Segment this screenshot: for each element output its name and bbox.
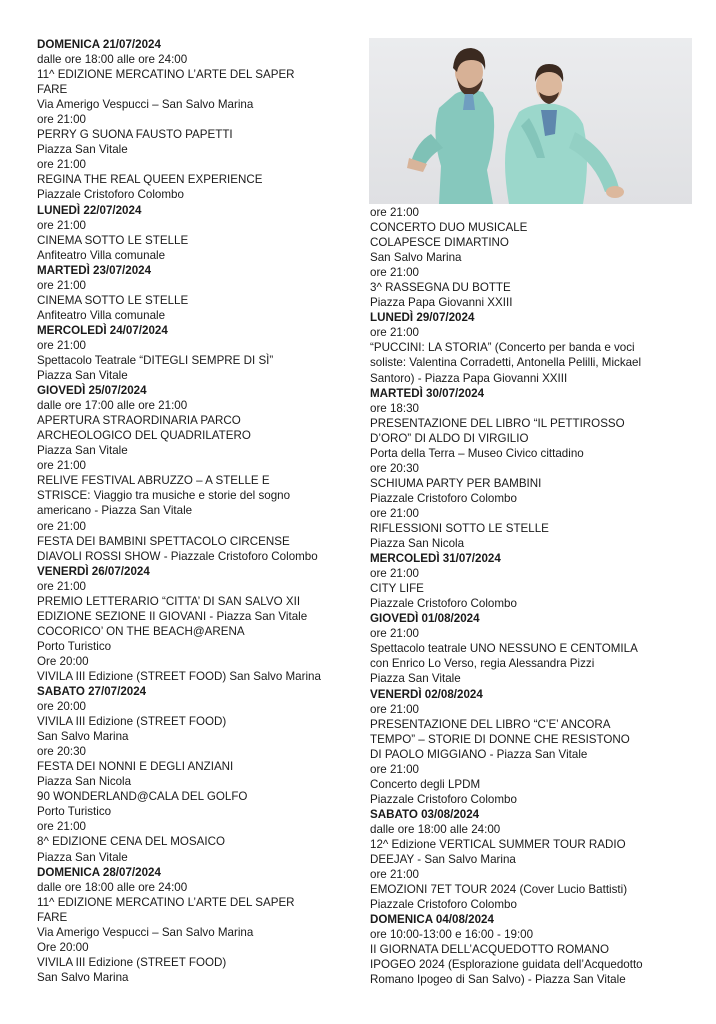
schedule-line: COCORICO’ ON THE BEACH@ARENA: [37, 624, 245, 638]
schedule-line: soliste: Valentina Corradetti, Antonella Pelilli, Mickael: [370, 356, 642, 370]
schedule-line: Piazzale Cristoforo Colombo: [370, 792, 517, 806]
schedule-line: DEEJAY - San Salvo Marina: [370, 853, 516, 867]
schedule-line: REGINA THE REAL QUEEN EXPERIENCE: [37, 173, 263, 187]
schedule-line: Piazzale Cristoforo Colombo: [37, 188, 184, 202]
schedule-line: ARCHEOLOGICO DEL QUADRILATERO: [37, 429, 251, 443]
schedule-line: CINEMA SOTTO LE STELLE: [37, 233, 189, 247]
schedule-line: PERRY G SUONA FAUSTO PAPETTI: [37, 128, 233, 142]
schedule-line: ore 21:00: [37, 113, 86, 127]
schedule-line: Piazza San Nicola: [37, 775, 132, 789]
schedule-line: San Salvo Marina: [370, 251, 462, 265]
schedule-line: ore 21:00: [370, 762, 419, 776]
date-heading: LUNEDÌ 22/07/2024: [37, 203, 142, 217]
schedule-line: Porto Turistico: [37, 639, 112, 653]
schedule-line: ore 20:00: [37, 700, 86, 714]
date-heading: GIOVEDÌ 25/07/2024: [37, 384, 147, 398]
schedule-line: ore 21:00: [370, 326, 419, 340]
schedule-line: DIAVOLI ROSSI SHOW - Piazzale Cristoforo Colombo: [37, 549, 318, 563]
schedule-line: ore 21:00: [37, 459, 86, 473]
schedule-line: FESTA DEI NONNI E DEGLI ANZIANI: [37, 760, 234, 774]
schedule-line: Piazza San Vitale: [37, 369, 128, 383]
schedule-line: VIVILA III Edizione (STREET FOOD) San Salvo Marina: [37, 669, 321, 683]
schedule-line: STRISCE: Viaggio tra musiche e storie del sogno: [37, 489, 291, 503]
schedule-line: Ore 20:00: [37, 654, 89, 668]
schedule-line: ore 21:00: [37, 158, 86, 172]
schedule-line: ore 20:30: [370, 461, 419, 475]
schedule-line: Piazza Papa Giovanni XXIII: [370, 296, 513, 310]
schedule-line: PREMIO LETTERARIO “CITTA’ DI SAN SALVO XII: [37, 594, 301, 608]
schedule-line: D’ORO” DI ALDO DI VIRGILIO: [370, 431, 529, 445]
date-heading: MARTEDÌ 23/07/2024: [37, 263, 152, 277]
schedule-line: ore 21:00: [370, 206, 419, 219]
schedule-line: Ore 20:00: [37, 940, 89, 954]
schedule-line: ore 21:00: [370, 567, 419, 581]
schedule-line: Via Amerigo Vespucci – San Salvo Marina: [37, 98, 254, 112]
schedule-line: IPOGEO 2024 (Esplorazione guidata dell’Acquedotto: [370, 958, 643, 972]
schedule-line: CITY LIFE: [370, 582, 424, 596]
schedule-line: ore 21:00: [37, 278, 86, 292]
date-heading: VENERDÌ 02/08/2024: [370, 687, 483, 701]
schedule-line: Concerto degli LPDM: [370, 777, 481, 791]
schedule-line: ore 21:00: [370, 506, 419, 520]
schedule-line: Piazza San Vitale: [37, 143, 128, 157]
schedule-line: APERTURA STRAORDINARIA PARCO: [37, 414, 241, 428]
schedule-line: Porta della Terra – Museo Civico cittadino: [370, 446, 584, 460]
schedule-line: Piazza San Vitale: [37, 444, 128, 458]
date-heading: SABATO 03/08/2024: [370, 807, 480, 821]
schedule-line: SCHIUMA PARTY PER BAMBINI: [370, 476, 542, 490]
schedule-line: con Enrico Lo Verso, regia Alessandra Pizzi: [370, 657, 595, 671]
schedule-line: Piazzale Cristoforo Colombo: [370, 898, 517, 912]
schedule-line: Piazza San Vitale: [37, 850, 128, 864]
schedule-line: 8^ EDIZIONE CENA DEL MOSAICO: [37, 835, 225, 849]
schedule-line: 11^ EDIZIONE MERCATINO L’ARTE DEL SAPER: [37, 895, 295, 909]
schedule-line: Piazza San Vitale: [370, 672, 461, 686]
schedule-line: ore 10:00-13:00 e 16:00 - 19:00: [370, 928, 534, 942]
schedule-line: ore 20:30: [37, 745, 86, 759]
left-figure: [407, 48, 494, 204]
schedule-line: FARE: [37, 83, 68, 97]
schedule-line: 12^ Edizione VERTICAL SUMMER TOUR RADIO: [370, 837, 626, 851]
schedule-line: 11^ EDIZIONE MERCATINO L’ARTE DEL SAPER: [37, 68, 295, 82]
schedule-line: dalle ore 18:00 alle 24:00: [370, 822, 501, 836]
schedule-line: RELIVE FESTIVAL ABRUZZO – A STELLE E: [37, 474, 270, 488]
schedule-line: EDIZIONE SEZIONE II GIOVANI - Piazza San Vitale: [37, 609, 308, 623]
artists-photo: [369, 38, 692, 204]
schedule-line: ore 18:30: [370, 401, 419, 415]
date-heading: VENERDÌ 26/07/2024: [37, 564, 150, 578]
schedule-line: Santoro) - Piazza Papa Giovanni XXIII: [370, 371, 568, 385]
schedule-line: ore 21:00: [370, 627, 419, 641]
schedule-line: VIVILA III Edizione (STREET FOOD): [37, 955, 227, 969]
schedule-line: “PUCCINI: LA STORIA” (Concerto per banda e voci: [370, 341, 635, 355]
date-heading: LUNEDÌ 29/07/2024: [370, 311, 475, 325]
schedule-line: PRESENTAZIONE DEL LIBRO “C’E’ ANCORA: [370, 717, 611, 731]
date-heading: GIOVEDÌ 01/08/2024: [370, 612, 480, 626]
schedule-line: dalle ore 18:00 alle ore 24:00: [37, 880, 188, 894]
schedule-line: Romano Ipogeo di San Salvo) - Piazza San Vitale: [370, 973, 626, 987]
right-figure: [505, 64, 624, 204]
schedule-line: San Salvo Marina: [37, 970, 129, 984]
schedule-line: II GIORNATA DELL’ACQUEDOTTO ROMANO: [370, 943, 609, 957]
schedule-line: ore 21:00: [370, 702, 419, 716]
schedule-right-column: [370, 205, 695, 987]
schedule-line: COLAPESCE DIMARTINO: [370, 236, 509, 250]
schedule-line: americano - Piazza San Vitale: [37, 504, 193, 518]
schedule-left-column: [37, 37, 362, 985]
schedule-line: ore 21:00: [370, 266, 419, 280]
date-heading: MARTEDÌ 30/07/2024: [370, 386, 485, 400]
schedule-line: Anfiteatro Villa comunale: [37, 248, 166, 262]
schedule-line: ore 21:00: [37, 820, 86, 834]
schedule-line: ore 21:00: [37, 579, 86, 593]
schedule-line: FESTA DEI BAMBINI SPETTACOLO CIRCENSE: [37, 534, 290, 548]
schedule-line: VIVILA III Edizione (STREET FOOD): [37, 715, 227, 729]
schedule-line: ore 21:00: [37, 519, 86, 533]
schedule-line: dalle ore 17:00 alle ore 21:00: [37, 399, 188, 413]
schedule-line: Piazza San Nicola: [370, 537, 465, 551]
schedule-line: ore 21:00: [370, 868, 419, 882]
schedule-line: DI PAOLO MIGGIANO - Piazza San Vitale: [370, 747, 588, 761]
schedule-line: PRESENTAZIONE DEL LIBRO “IL PETTIROSSO: [370, 416, 625, 430]
schedule-line: ore 21:00: [37, 338, 86, 352]
schedule-line: CONCERTO DUO MUSICALE: [370, 221, 528, 235]
date-heading: DOMENICA 28/07/2024: [37, 865, 161, 879]
schedule-line: San Salvo Marina: [37, 730, 129, 744]
date-heading: DOMENICA 21/07/2024: [37, 38, 161, 51]
schedule-line: Spettacolo Teatrale “DITEGLI SEMPRE DI SÌ”: [37, 353, 274, 367]
schedule-line: Piazzale Cristoforo Colombo: [370, 491, 517, 505]
date-heading: MERCOLEDÌ 24/07/2024: [37, 323, 168, 337]
schedule-line: EMOZIONI 7ET TOUR 2024 (Cover Lucio Battisti): [370, 883, 628, 897]
schedule-line: 3^ RASSEGNA DU BOTTE: [370, 281, 511, 295]
schedule-line: ore 21:00: [37, 218, 86, 232]
schedule-line: Via Amerigo Vespucci – San Salvo Marina: [37, 925, 254, 939]
schedule-line: Piazzale Cristoforo Colombo: [370, 597, 517, 611]
schedule-line: RIFLESSIONI SOTTO LE STELLE: [370, 521, 549, 535]
date-heading: MERCOLEDÌ 31/07/2024: [370, 552, 501, 566]
duo-illustration: [369, 38, 692, 204]
schedule-line: dalle ore 18:00 alle ore 24:00: [37, 53, 188, 67]
schedule-line: Anfiteatro Villa comunale: [37, 308, 166, 322]
schedule-line: Porto Turistico: [37, 805, 112, 819]
schedule-line: TEMPO” – STORIE DI DONNE CHE RESISTONO: [370, 732, 630, 746]
schedule-line: 90 WONDERLAND@CALA DEL GOLFO: [37, 790, 248, 804]
schedule-line: Spettacolo teatrale UNO NESSUNO E CENTOMILA: [370, 642, 638, 656]
schedule-line: FARE: [37, 910, 68, 924]
schedule-line: CINEMA SOTTO LE STELLE: [37, 293, 189, 307]
date-heading: SABATO 27/07/2024: [37, 685, 147, 699]
date-heading: DOMENICA 04/08/2024: [370, 913, 494, 927]
